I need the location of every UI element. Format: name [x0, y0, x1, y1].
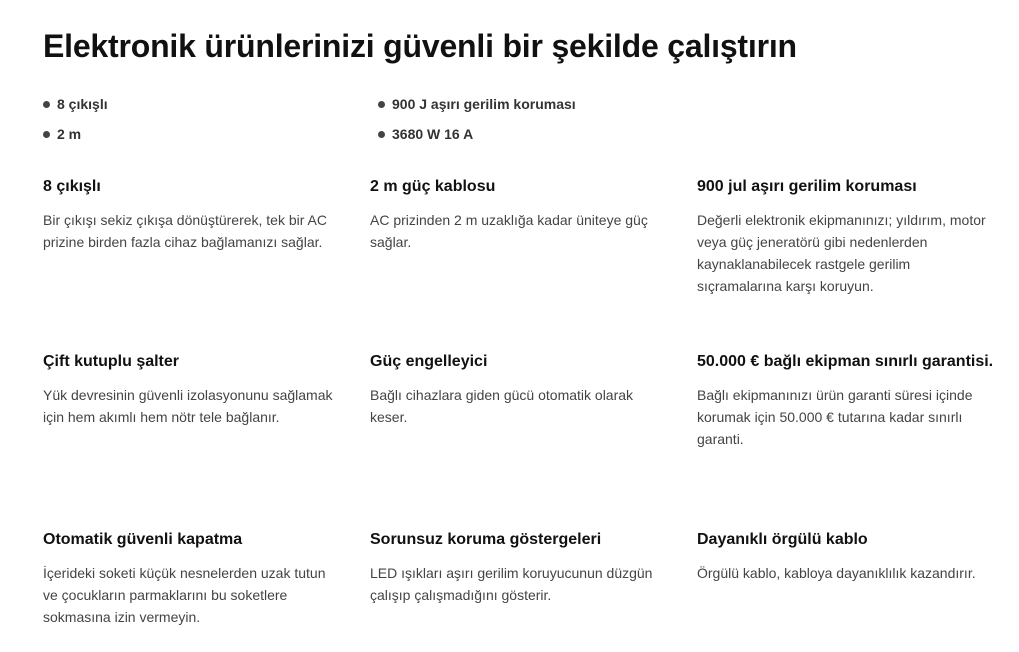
section-title: Elektronik ürünlerinizi güvenli bir şekilde çalıştırın [43, 28, 797, 64]
feature-title: 8 çıkışlı [43, 178, 101, 195]
spec-item-surge [378, 96, 576, 112]
feature-double-pole-switch [43, 349, 343, 428]
spec-label: 8 çıkışlı [57, 96, 108, 112]
feature-title: Otomatik güvenli kapatma [43, 531, 243, 548]
feature-description: Örgülü kablo, kabloya dayanıklılık kazandırır. [697, 565, 976, 581]
feature-power-cord [370, 174, 670, 253]
spec-item-outlets [43, 96, 108, 112]
bullet-icon [43, 101, 50, 108]
feature-title: Çift kutuplu şalter [43, 353, 180, 370]
feature-warranty [697, 349, 997, 450]
spec-item-power [378, 126, 473, 142]
bullet-icon [43, 131, 50, 138]
feature-title: Güç engelleyici [370, 353, 488, 370]
feature-title: 900 jul aşırı gerilim koruması [697, 178, 917, 195]
feature-title: 50.000 € bağlı ekipman sınırlı garantisi. [697, 353, 994, 370]
feature-title: Dayanıklı örgülü kablo [697, 531, 868, 548]
feature-title: 2 m güç kablosu [370, 178, 496, 195]
feature-description: Yük devresinin güvenli izolasyonunu sağlamak için hem akımlı hem nötr tele bağlanır. [43, 387, 333, 425]
spec-label: 900 J aşırı gerilim koruması [392, 96, 576, 112]
feature-description: Bağlı cihazlara giden gücü otomatik olarak keser. [370, 387, 634, 425]
feature-safety-shutters [43, 527, 343, 628]
feature-title: Sorunsuz koruma göstergeleri [370, 531, 602, 548]
feature-description: LED ışıkları aşırı gerilim koruyucunun düzgün çalışıp çalışmadığını gösterir. [370, 565, 653, 603]
feature-description: Bir çıkışı sekiz çıkışa dönüştürerek, tek bir AC prizine birden fazla cihaz bağlamanızı sağlar. [43, 212, 327, 250]
feature-description: Bağlı ekipmanınızı ürün garanti süresi içinde korumak için 50.000 € tutarına kadar sınırlı garanti. [697, 387, 973, 447]
feature-description: İçerideki soketi küçük nesnelerden uzak tutun ve çocukların parmaklarını bu soketlere sokmasına izin vermeyin. [43, 565, 326, 625]
feature-outlets [43, 174, 343, 253]
feature-power-breaker [370, 349, 670, 428]
spec-label: 2 m [57, 126, 82, 142]
spec-label: 3680 W 16 A [392, 126, 474, 142]
feature-protection-indicators [370, 527, 670, 606]
spec-item-length [43, 126, 81, 142]
bullet-icon [378, 131, 385, 138]
feature-description: AC prizinden 2 m uzaklığa kadar üniteye güç sağlar. [370, 212, 648, 250]
feature-braided-cable [697, 527, 997, 584]
feature-description: Değerli elektronik ekipmanınızı; yıldırım, motor veya güç jeneratörü gibi nedenlerden kaynaklanabilecek rastgele gerilim sıçramalarına karşı koruyun. [697, 212, 986, 294]
bullet-icon [378, 101, 385, 108]
feature-surge-protection [697, 174, 997, 297]
